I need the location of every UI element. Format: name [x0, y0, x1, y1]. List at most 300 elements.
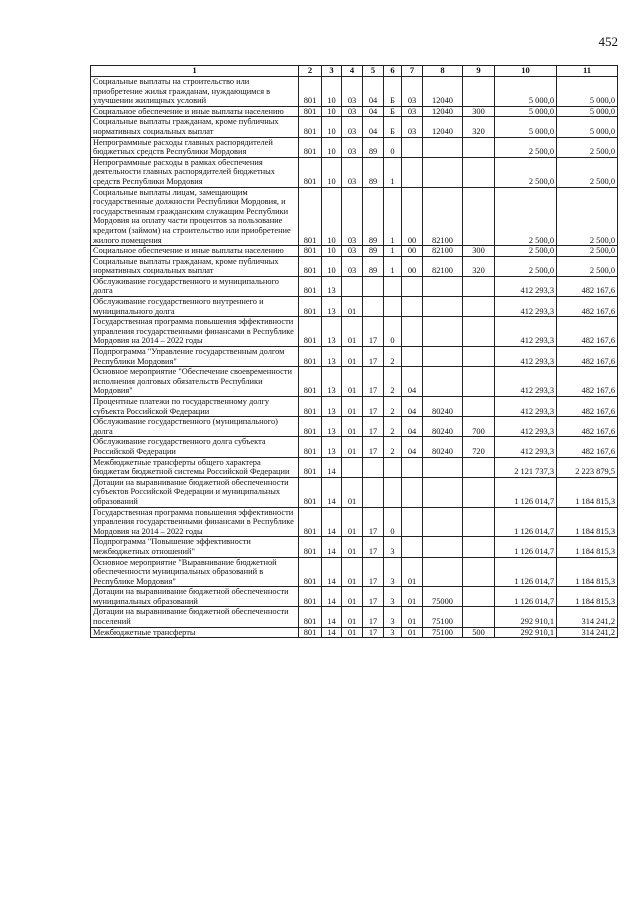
grbs-code: 801: [299, 317, 322, 347]
row-name: Государственная программа повышения эффективности управления государственными финансами в Республике Мордовия на 2014 – 2022 годы: [91, 507, 299, 537]
section-code: 14: [322, 607, 342, 627]
grbs-code: 801: [299, 437, 322, 457]
row-name: Подпрограмма "Повышение эффективности межбюджетных отношений": [91, 537, 299, 557]
expense-type-code: [463, 187, 495, 246]
row-name: Основное мероприятие "Выравнивание бюджетной обеспеченности муниципальных образований в Республике Мордовия": [91, 557, 299, 587]
amount-year-1: 1 126 014,7: [495, 537, 557, 557]
subsection-code: 01: [342, 477, 363, 507]
subsection-code: 03: [342, 117, 363, 137]
program-code: 17: [363, 437, 384, 457]
program-code: 17: [363, 417, 384, 437]
direction-code: [423, 537, 463, 557]
section-code: 14: [322, 477, 342, 507]
expense-type-code: [463, 457, 495, 477]
table-row: [91, 77, 618, 107]
table-row: [91, 417, 618, 437]
row-name: Государственная программа повышения эффективности управления государственными финансами в Республике Мордовия на 2014 – 2022 годы: [91, 317, 299, 347]
amount-year-1: 292 910,1: [495, 607, 557, 627]
expense-type-code: 720: [463, 437, 495, 457]
column-header: 8: [423, 66, 463, 77]
expense-type-code: 300: [463, 246, 495, 257]
amount-year-2: 5 000,0: [557, 106, 618, 117]
expense-type-code: [463, 317, 495, 347]
section-code: 13: [322, 347, 342, 367]
program-code: 17: [363, 347, 384, 367]
grbs-code: 801: [299, 587, 322, 607]
event-code: [402, 477, 423, 507]
table-row: [91, 477, 618, 507]
grbs-code: 801: [299, 537, 322, 557]
amount-year-2: 482 167,6: [557, 297, 618, 317]
event-code: 00: [402, 187, 423, 246]
subprogram-code: 2: [384, 417, 402, 437]
column-header: 5: [363, 66, 384, 77]
column-header: 10: [495, 66, 557, 77]
expense-type-code: [463, 477, 495, 507]
subprogram-code: 1: [384, 157, 402, 187]
column-header: 6: [384, 66, 402, 77]
amount-year-1: 412 293,3: [495, 317, 557, 347]
table-row: [91, 557, 618, 587]
table-row: [91, 437, 618, 457]
table-row: [91, 317, 618, 347]
subsection-code: 01: [342, 587, 363, 607]
subprogram-code: 0: [384, 507, 402, 537]
grbs-code: 801: [299, 137, 322, 157]
program-code: 17: [363, 317, 384, 347]
subprogram-code: 2: [384, 367, 402, 397]
section-code: 14: [322, 627, 342, 638]
column-header: 11: [557, 66, 618, 77]
table-row: [91, 607, 618, 627]
grbs-code: 801: [299, 117, 322, 137]
event-code: 03: [402, 77, 423, 107]
subprogram-code: 2: [384, 397, 402, 417]
amount-year-1: 412 293,3: [495, 437, 557, 457]
program-code: [363, 457, 384, 477]
section-code: 13: [322, 417, 342, 437]
amount-year-1: 1 126 014,7: [495, 477, 557, 507]
subprogram-code: 1: [384, 187, 402, 246]
subsection-code: 03: [342, 157, 363, 187]
event-code: 01: [402, 587, 423, 607]
direction-code: 80240: [423, 397, 463, 417]
expense-type-code: [463, 276, 495, 296]
column-header: 4: [342, 66, 363, 77]
subprogram-code: Б: [384, 117, 402, 137]
expense-type-code: [463, 77, 495, 107]
program-code: 89: [363, 256, 384, 276]
program-code: 89: [363, 157, 384, 187]
direction-code: 75100: [423, 607, 463, 627]
table-row: [91, 537, 618, 557]
table-row: [91, 397, 618, 417]
direction-code: 82100: [423, 246, 463, 257]
event-code: [402, 137, 423, 157]
program-code: [363, 297, 384, 317]
amount-year-1: 412 293,3: [495, 347, 557, 367]
section-code: 13: [322, 276, 342, 296]
section-code: 13: [322, 367, 342, 397]
amount-year-2: 482 167,6: [557, 276, 618, 296]
section-code: 10: [322, 187, 342, 246]
event-code: 04: [402, 397, 423, 417]
table-row: [91, 507, 618, 537]
row-name: Дотации на выравнивание бюджетной обеспеченности муниципальных образований: [91, 587, 299, 607]
subsection-code: 01: [342, 507, 363, 537]
grbs-code: 801: [299, 187, 322, 246]
table-row: [91, 457, 618, 477]
direction-code: 75100: [423, 627, 463, 638]
row-name: Обслуживание государственного и муниципального долга: [91, 276, 299, 296]
direction-code: [423, 276, 463, 296]
amount-year-2: 482 167,6: [557, 347, 618, 367]
row-name: Социальное обеспечение и иные выплаты населению: [91, 106, 299, 117]
table-row: [91, 256, 618, 276]
row-name: Непрограммные расходы главных распорядителей бюджетных средств Республики Мордовия: [91, 137, 299, 157]
row-name: Социальные выплаты лицам, замещающим государственные должности Республики Мордовия, и государственным гражданским служащим Республики Мордовия на оплату части процентов за пользование кредитом (займом) на строительство или приобретение жилого помещения: [91, 187, 299, 246]
amount-year-2: 1 184 815,3: [557, 507, 618, 537]
direction-code: [423, 477, 463, 507]
table-body: [91, 77, 618, 638]
subsection-code: 03: [342, 256, 363, 276]
amount-year-2: 1 184 815,3: [557, 557, 618, 587]
program-code: 17: [363, 587, 384, 607]
section-code: 10: [322, 256, 342, 276]
event-code: [402, 347, 423, 367]
subsection-code: 01: [342, 317, 363, 347]
subsection-code: 01: [342, 397, 363, 417]
section-code: 13: [322, 397, 342, 417]
amount-year-1: 2 500,0: [495, 256, 557, 276]
subsection-code: 01: [342, 627, 363, 638]
program-code: 89: [363, 187, 384, 246]
subprogram-code: 0: [384, 137, 402, 157]
amount-year-1: 412 293,3: [495, 417, 557, 437]
column-header: 9: [463, 66, 495, 77]
subsection-code: 01: [342, 607, 363, 627]
amount-year-2: 482 167,6: [557, 417, 618, 437]
grbs-code: 801: [299, 106, 322, 117]
expense-type-code: [463, 557, 495, 587]
program-code: 17: [363, 557, 384, 587]
amount-year-2: 1 184 815,3: [557, 587, 618, 607]
subprogram-code: Б: [384, 77, 402, 107]
direction-code: [423, 297, 463, 317]
table-row: [91, 117, 618, 137]
program-code: 17: [363, 627, 384, 638]
expense-type-code: 300: [463, 106, 495, 117]
section-code: 14: [322, 457, 342, 477]
subprogram-code: Б: [384, 106, 402, 117]
program-code: 89: [363, 246, 384, 257]
amount-year-2: 482 167,6: [557, 397, 618, 417]
subsection-code: 01: [342, 347, 363, 367]
subsection-code: 01: [342, 557, 363, 587]
expense-type-code: [463, 397, 495, 417]
expense-type-code: [463, 587, 495, 607]
amount-year-2: 5 000,0: [557, 77, 618, 107]
amount-year-1: 5 000,0: [495, 117, 557, 137]
amount-year-2: 482 167,6: [557, 367, 618, 397]
column-header: 2: [299, 66, 322, 77]
expense-type-code: 320: [463, 117, 495, 137]
row-name: Социальные выплаты гражданам, кроме публичных нормативных социальных выплат: [91, 117, 299, 137]
amount-year-1: 2 500,0: [495, 246, 557, 257]
table-row: [91, 276, 618, 296]
row-name: Дотации на выравнивание бюджетной обеспеченности поселений: [91, 607, 299, 627]
subprogram-code: 3: [384, 607, 402, 627]
direction-code: 12040: [423, 117, 463, 137]
column-header: 1: [91, 66, 299, 77]
row-name: Основное мероприятие "Обеспечение своевременности исполнения долговых обязательств Республики Мордовия": [91, 367, 299, 397]
event-code: [402, 317, 423, 347]
grbs-code: 801: [299, 507, 322, 537]
program-code: 17: [363, 507, 384, 537]
grbs-code: 801: [299, 297, 322, 317]
section-code: 14: [322, 587, 342, 607]
event-code: 04: [402, 367, 423, 397]
row-name: Процентные платежи по государственному долгу субъекта Российской Федерации: [91, 397, 299, 417]
amount-year-1: 412 293,3: [495, 367, 557, 397]
subsection-code: 03: [342, 246, 363, 257]
expense-type-code: 320: [463, 256, 495, 276]
table-row: [91, 587, 618, 607]
program-code: 17: [363, 607, 384, 627]
subsection-code: 01: [342, 537, 363, 557]
section-code: 10: [322, 117, 342, 137]
section-code: 13: [322, 317, 342, 347]
section-code: 13: [322, 297, 342, 317]
expense-type-code: [463, 607, 495, 627]
section-code: 14: [322, 557, 342, 587]
direction-code: 12040: [423, 106, 463, 117]
expense-type-code: [463, 367, 495, 397]
section-code: 14: [322, 507, 342, 537]
event-code: 04: [402, 437, 423, 457]
event-code: [402, 537, 423, 557]
table-row: [91, 157, 618, 187]
page-number: 452: [598, 34, 618, 49]
subsection-code: 01: [342, 367, 363, 397]
amount-year-1: 1 126 014,7: [495, 507, 557, 537]
subprogram-code: [384, 297, 402, 317]
subsection-code: [342, 276, 363, 296]
grbs-code: 801: [299, 256, 322, 276]
grbs-code: 801: [299, 627, 322, 638]
amount-year-2: 314 241,2: [557, 607, 618, 627]
event-code: 01: [402, 557, 423, 587]
subprogram-code: [384, 457, 402, 477]
event-code: 00: [402, 256, 423, 276]
amount-year-1: 1 126 014,7: [495, 587, 557, 607]
header-row: [91, 66, 618, 77]
expense-type-code: [463, 137, 495, 157]
amount-year-1: 412 293,3: [495, 276, 557, 296]
amount-year-2: 2 500,0: [557, 137, 618, 157]
table-row: [91, 246, 618, 257]
row-name: Подпрограмма "Управление государственным долгом Республики Мордовия": [91, 347, 299, 367]
program-code: 17: [363, 397, 384, 417]
program-code: 04: [363, 106, 384, 117]
section-code: 10: [322, 246, 342, 257]
section-code: 14: [322, 537, 342, 557]
grbs-code: 801: [299, 417, 322, 437]
direction-code: 82100: [423, 187, 463, 246]
direction-code: 12040: [423, 77, 463, 107]
table-row: [91, 367, 618, 397]
row-name: Социальные выплаты гражданам, кроме публичных нормативных социальных выплат: [91, 256, 299, 276]
grbs-code: 801: [299, 276, 322, 296]
direction-code: [423, 367, 463, 397]
section-code: 13: [322, 437, 342, 457]
direction-code: [423, 347, 463, 367]
expense-type-code: 500: [463, 627, 495, 638]
subprogram-code: 3: [384, 557, 402, 587]
amount-year-2: 2 500,0: [557, 246, 618, 257]
program-code: 04: [363, 117, 384, 137]
grbs-code: 801: [299, 477, 322, 507]
row-name: Дотации на выравнивание бюджетной обеспеченности субъектов Российской Федерации и муниципальных образований: [91, 477, 299, 507]
grbs-code: 801: [299, 246, 322, 257]
expense-type-code: [463, 507, 495, 537]
amount-year-1: 5 000,0: [495, 106, 557, 117]
direction-code: 82100: [423, 256, 463, 276]
program-code: [363, 477, 384, 507]
subsection-code: 03: [342, 106, 363, 117]
event-code: 03: [402, 106, 423, 117]
amount-year-1: 2 121 737,3: [495, 457, 557, 477]
event-code: 03: [402, 117, 423, 137]
subsection-code: 01: [342, 297, 363, 317]
subprogram-code: 0: [384, 317, 402, 347]
expense-type-code: [463, 537, 495, 557]
amount-year-1: 5 000,0: [495, 77, 557, 107]
subprogram-code: 3: [384, 587, 402, 607]
table-row: [91, 627, 618, 638]
direction-code: [423, 557, 463, 587]
amount-year-1: 2 500,0: [495, 187, 557, 246]
subprogram-code: 3: [384, 627, 402, 638]
grbs-code: 801: [299, 607, 322, 627]
direction-code: 80240: [423, 437, 463, 457]
expense-type-code: [463, 347, 495, 367]
row-name: Межбюджетные трансферты общего характера бюджетам бюджетной системы Российской Федерации: [91, 457, 299, 477]
grbs-code: 801: [299, 77, 322, 107]
program-code: [363, 276, 384, 296]
expense-type-code: [463, 157, 495, 187]
row-name: Обслуживание государственного (муниципального) долга: [91, 417, 299, 437]
program-code: 04: [363, 77, 384, 107]
amount-year-2: 2 500,0: [557, 157, 618, 187]
subsection-code: 03: [342, 187, 363, 246]
program-code: 17: [363, 537, 384, 557]
row-name: Социальные выплаты на строительство или приобретение жилья гражданам, нуждающимся в улучшении жилищных условий: [91, 77, 299, 107]
direction-code: 80240: [423, 417, 463, 437]
amount-year-2: 1 184 815,3: [557, 537, 618, 557]
amount-year-1: 2 500,0: [495, 157, 557, 187]
row-name: Межбюджетные трансферты: [91, 627, 299, 638]
grbs-code: 801: [299, 397, 322, 417]
amount-year-2: 2 223 879,5: [557, 457, 618, 477]
event-code: 01: [402, 627, 423, 638]
grbs-code: 801: [299, 367, 322, 397]
grbs-code: 801: [299, 157, 322, 187]
event-code: [402, 457, 423, 477]
event-code: 04: [402, 417, 423, 437]
amount-year-2: 1 184 815,3: [557, 477, 618, 507]
event-code: [402, 157, 423, 187]
subprogram-code: 3: [384, 537, 402, 557]
amount-year-2: 2 500,0: [557, 187, 618, 246]
subprogram-code: 1: [384, 256, 402, 276]
row-name: Обслуживание государственного внутреннего и муниципального долга: [91, 297, 299, 317]
amount-year-1: 2 500,0: [495, 137, 557, 157]
grbs-code: 801: [299, 347, 322, 367]
subsection-code: 01: [342, 437, 363, 457]
subprogram-code: [384, 477, 402, 507]
direction-code: [423, 137, 463, 157]
amount-year-1: 412 293,3: [495, 297, 557, 317]
column-header: 7: [402, 66, 423, 77]
direction-code: [423, 317, 463, 347]
event-code: 00: [402, 246, 423, 257]
amount-year-2: 5 000,0: [557, 117, 618, 137]
row-name: Социальное обеспечение и иные выплаты населению: [91, 246, 299, 257]
section-code: 10: [322, 137, 342, 157]
direction-code: [423, 457, 463, 477]
table-row: [91, 187, 618, 246]
table-row: [91, 297, 618, 317]
direction-code: [423, 157, 463, 187]
table-row: [91, 137, 618, 157]
amount-year-2: 314 241,2: [557, 627, 618, 638]
event-code: [402, 276, 423, 296]
subsection-code: [342, 457, 363, 477]
grbs-code: 801: [299, 457, 322, 477]
row-name: Непрограммные расходы в рамках обеспечения деятельности главных распорядителей бюджетных средств Республики Мордовия: [91, 157, 299, 187]
column-header: 3: [322, 66, 342, 77]
section-code: 10: [322, 106, 342, 117]
expense-type-code: 700: [463, 417, 495, 437]
row-name: Обслуживание государственного долга субъекта Российской Федерации: [91, 437, 299, 457]
amount-year-1: 1 126 014,7: [495, 557, 557, 587]
grbs-code: 801: [299, 557, 322, 587]
subprogram-code: [384, 276, 402, 296]
section-code: 10: [322, 157, 342, 187]
amount-year-2: 482 167,6: [557, 437, 618, 457]
event-code: 01: [402, 607, 423, 627]
budget-table: [90, 65, 618, 638]
section-code: 10: [322, 77, 342, 107]
table-row: [91, 106, 618, 117]
subprogram-code: 2: [384, 437, 402, 457]
event-code: [402, 507, 423, 537]
event-code: [402, 297, 423, 317]
subprogram-code: 1: [384, 246, 402, 257]
amount-year-1: 292 910,1: [495, 627, 557, 638]
subsection-code: 03: [342, 137, 363, 157]
amount-year-2: 482 167,6: [557, 317, 618, 347]
table-row: [91, 347, 618, 367]
subprogram-code: 2: [384, 347, 402, 367]
subsection-code: 01: [342, 417, 363, 437]
amount-year-2: 2 500,0: [557, 256, 618, 276]
program-code: 89: [363, 137, 384, 157]
direction-code: [423, 507, 463, 537]
subsection-code: 03: [342, 77, 363, 107]
direction-code: 75000: [423, 587, 463, 607]
